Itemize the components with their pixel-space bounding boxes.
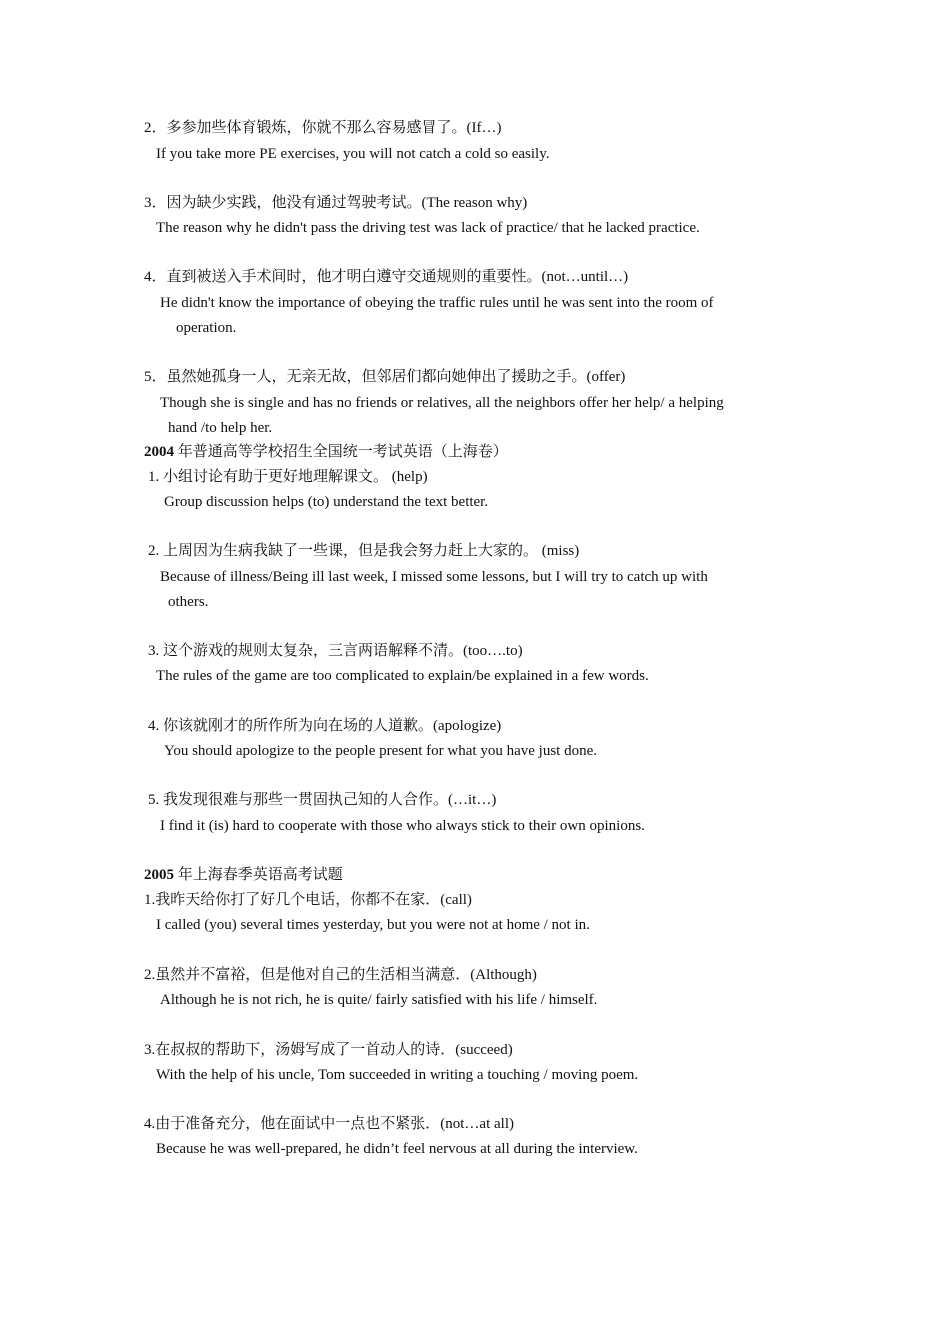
heading-title: 年上海春季英语高考试题	[174, 867, 343, 883]
question-5-chinese-2004: 5. 我发现很难与那些一贯固执己知的人合作。(…it…)	[148, 792, 497, 808]
answer-2-english-2004-line1: Because of illness/Being ill last week, I missed some lessons, but I will try to catch up with	[160, 569, 708, 585]
answer-3-english-2005: With the help of his uncle, Tom succeeded in writing a touching / moving poem.	[156, 1067, 639, 1083]
question-2-chinese-2005: 2.虽然并不富裕，但是他对自己的生活相当满意．(Although)	[144, 967, 537, 983]
question-3-chinese: 3．因为缺少实践，他没有通过驾驶考试。(The reason why)	[144, 195, 528, 211]
answer-5-english-line2: hand /to help her.	[168, 420, 273, 436]
answer-4-english-line1: He didn't know the importance of obeying the traffic rules until he was sent into the room of	[160, 295, 714, 311]
heading-year: 2004	[144, 444, 174, 460]
answer-2-english: If you take more PE exercises, you will not catch a cold so easily.	[156, 146, 550, 162]
heading-title: 年普通高等学校招生全国统一考试英语（上海卷）	[174, 444, 508, 460]
question-5-chinese: 5．虽然她孤身一人，无亲无故，但邻居们都向她伸出了援助之手。(offer)	[144, 369, 626, 385]
heading-year: 2005	[144, 867, 174, 883]
question-3-chinese-2005: 3.在叔叔的帮助下，汤姆写成了一首动人的诗．(succeed)	[144, 1042, 513, 1058]
answer-5-english-2004: I find it (is) hard to cooperate with those who always stick to their own opinions.	[160, 818, 645, 834]
answer-1-english-2005: I called (you) several times yesterday, but you were not at home / not in.	[156, 917, 590, 933]
answer-5-english-line1: Though she is single and has no friends or relatives, all the neighbors offer her help/ a helping	[160, 395, 724, 411]
question-4-chinese-2005: 4.由于准备充分，他在面试中一点也不紧张．(not…at all)	[144, 1116, 514, 1132]
answer-3-english: The reason why he didn't pass the driving test was lack of practice/ that he lacked practice.	[156, 220, 700, 236]
answer-4-english-line2: operation.	[176, 320, 237, 336]
answer-4-english-2004: You should apologize to the people present for what you have just done.	[164, 743, 597, 759]
question-4-chinese: 4．直到被送入手术间时，他才明白遵守交通规则的重要性。(not…until…)	[144, 269, 629, 285]
question-2-chinese-2004: 2. 上周因为生病我缺了一些课，但是我会努力赶上大家的。 (miss)	[148, 543, 580, 559]
section-heading-2004	[144, 442, 508, 462]
answer-1-english-2004: Group discussion helps (to) understand the text better.	[164, 494, 489, 510]
question-1-chinese-2004: 1. 小组讨论有助于更好地理解课文。 (help)	[148, 469, 428, 485]
question-1-chinese-2005: 1.我昨天给你打了好几个电话，你都不在家．(call)	[144, 892, 472, 908]
question-2-chinese: 2．多参加些体育锻炼，你就不那么容易感冒了。(If…)	[144, 120, 502, 136]
question-3-chinese-2004: 3. 这个游戏的规则太复杂，三言两语解释不清。(too….to)	[148, 643, 523, 659]
answer-4-english-2005: Because he was well-prepared, he didn’t feel nervous at all during the interview.	[156, 1141, 638, 1157]
answer-2-english-2004-line2: others.	[168, 594, 209, 610]
question-4-chinese-2004: 4. 你该就刚才的所作所为向在场的人道歉。(apologize)	[148, 718, 502, 734]
answer-2-english-2005: Although he is not rich, he is quite/ fairly satisfied with his life / himself.	[160, 992, 598, 1008]
section-heading-2005	[144, 865, 343, 885]
answer-3-english-2004: The rules of the game are too complicated to explain/be explained in a few words.	[156, 668, 649, 684]
